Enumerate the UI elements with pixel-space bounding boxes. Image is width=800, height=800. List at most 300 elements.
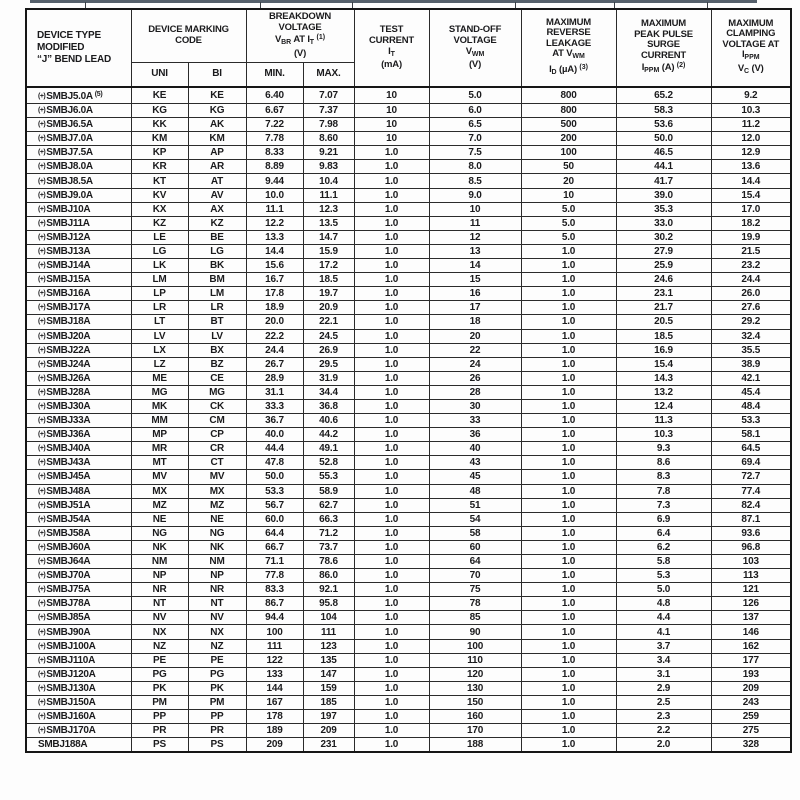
cell-vbr_min: 16.7	[246, 273, 303, 287]
cell-uni: KM	[131, 132, 188, 146]
cell-vbr_max: 29.5	[303, 357, 354, 371]
cell-device-type: (+)SMBJ17A	[26, 301, 131, 315]
cell-vwm: 11	[429, 216, 521, 230]
cell-bi: KM	[188, 132, 246, 146]
cell-it: 1.0	[354, 484, 429, 498]
cell-uni: NV	[131, 611, 188, 625]
col-header-breakdown-voltage: BREAKDOWN VOLTAGE $V_{BR}$ AT $I_T$ $^{(1)}$ (V)	[246, 9, 354, 62]
cell-it: 1.0	[354, 710, 429, 724]
cell-it: 1.0	[354, 456, 429, 470]
cell-vwm: 8.0	[429, 160, 521, 174]
cell-vbr_min: 7.78	[246, 132, 303, 146]
cell-vwm: 170	[429, 724, 521, 738]
cell-vwm: 33	[429, 414, 521, 428]
cell-vbr_min: 17.8	[246, 287, 303, 301]
col-header-standoff-voltage: STAND-OFF VOLTAGE $V_{WM}$ (V)	[429, 9, 521, 87]
cell-id: 1.0	[521, 456, 616, 470]
cell-bi: CK	[188, 399, 246, 413]
table-row	[26, 174, 791, 188]
cell-ippm: 23.1	[616, 287, 711, 301]
cell-device-type: (+)SMBJ60A	[26, 540, 131, 554]
table-row	[26, 202, 791, 216]
cell-it: 1.0	[354, 611, 429, 625]
cell-vc: 11.2	[711, 118, 791, 132]
cell-ippm: 25.9	[616, 259, 711, 273]
cell-device-type: (+)SMBJ7.5A	[26, 146, 131, 160]
cell-it: 1.0	[354, 188, 429, 202]
preferred-device-marker: (+)	[38, 247, 46, 255]
cell-it: 1.0	[354, 569, 429, 583]
cell-vbr_max: 66.3	[303, 512, 354, 526]
cell-id: 1.0	[521, 498, 616, 512]
cell-vbr_min: 189	[246, 724, 303, 738]
cell-vbr_max: 9.21	[303, 146, 354, 160]
cell-vbr_min: 66.7	[246, 540, 303, 554]
col-subheader-bi: BI	[188, 62, 246, 87]
cell-id: 1.0	[521, 583, 616, 597]
cell-uni: NR	[131, 583, 188, 597]
cell-uni: PG	[131, 667, 188, 681]
cell-vwm: 64	[429, 555, 521, 569]
cell-ippm: 65.2	[616, 87, 711, 104]
cell-it: 1.0	[354, 385, 429, 399]
cell-uni: NM	[131, 555, 188, 569]
cell-id: 1.0	[521, 273, 616, 287]
cell-it: 1.0	[354, 428, 429, 442]
cell-uni: LP	[131, 287, 188, 301]
cell-bi: LR	[188, 301, 246, 315]
cell-vwm: 78	[429, 597, 521, 611]
table-row	[26, 667, 791, 681]
cell-vbr_max: 147	[303, 667, 354, 681]
cell-uni: NT	[131, 597, 188, 611]
cell-device-type: (+)SMBJ26A	[26, 371, 131, 385]
cell-id: 500	[521, 118, 616, 132]
cell-it: 1.0	[354, 512, 429, 526]
cell-vbr_max: 185	[303, 695, 354, 709]
cell-ippm: 12.4	[616, 399, 711, 413]
cell-ippm: 5.3	[616, 569, 711, 583]
cell-id: 20	[521, 174, 616, 188]
cell-id: 1.0	[521, 526, 616, 540]
cell-vc: 26.0	[711, 287, 791, 301]
cell-bi: PG	[188, 667, 246, 681]
cell-ippm: 2.3	[616, 710, 711, 724]
cell-vwm: 8.5	[429, 174, 521, 188]
electrical-characteristics-table	[25, 8, 792, 753]
cell-ippm: 16.9	[616, 343, 711, 357]
cell-vc: 243	[711, 695, 791, 709]
col-header-surge-current: MAXIMUM PEAK PULSE SURGE CURRENT $I_{PPM}$ (A) $^{(2)}$	[616, 9, 711, 87]
cell-uni: MZ	[131, 498, 188, 512]
cell-ippm: 44.1	[616, 160, 711, 174]
cell-device-type: (+)SMBJ160A	[26, 710, 131, 724]
cell-ippm: 14.3	[616, 371, 711, 385]
cell-ippm: 8.3	[616, 470, 711, 484]
cell-vbr_min: 33.3	[246, 399, 303, 413]
cell-vbr_max: 19.7	[303, 287, 354, 301]
cell-vbr_min: 47.8	[246, 456, 303, 470]
table-row	[26, 512, 791, 526]
preferred-device-marker: (+)	[38, 403, 46, 411]
cell-bi: PK	[188, 681, 246, 695]
cell-vc: 15.4	[711, 188, 791, 202]
cell-uni: PR	[131, 724, 188, 738]
cell-bi: PE	[188, 653, 246, 667]
cell-vbr_min: 36.7	[246, 414, 303, 428]
cell-ippm: 53.6	[616, 118, 711, 132]
cell-bi: NP	[188, 569, 246, 583]
cell-ippm: 20.5	[616, 315, 711, 329]
cell-id: 1.0	[521, 442, 616, 456]
table-row	[26, 456, 791, 470]
cell-bi: BT	[188, 315, 246, 329]
cell-vbr_max: 8.60	[303, 132, 354, 146]
cell-vc: 53.3	[711, 414, 791, 428]
cell-vwm: 36	[429, 428, 521, 442]
cell-vbr_min: 10.0	[246, 188, 303, 202]
cell-device-type: (+)SMBJ51A	[26, 498, 131, 512]
cell-it: 1.0	[354, 653, 429, 667]
cell-it: 1.0	[354, 329, 429, 343]
cell-vwm: 40	[429, 442, 521, 456]
cell-vwm: 9.0	[429, 188, 521, 202]
cell-ippm: 24.6	[616, 273, 711, 287]
cell-vbr_min: 60.0	[246, 512, 303, 526]
preferred-device-marker: (+)	[38, 727, 46, 735]
cell-uni: KR	[131, 160, 188, 174]
cell-vwm: 5.0	[429, 87, 521, 104]
cell-vbr_min: 56.7	[246, 498, 303, 512]
cell-device-type: (+)SMBJ9.0A	[26, 188, 131, 202]
cell-uni: PM	[131, 695, 188, 709]
cell-it: 1.0	[354, 540, 429, 554]
preferred-device-marker: (+)	[38, 417, 46, 425]
cell-vc: 18.2	[711, 216, 791, 230]
cell-vbr_max: 31.9	[303, 371, 354, 385]
cell-id: 1.0	[521, 428, 616, 442]
cell-bi: NX	[188, 625, 246, 639]
table-row	[26, 160, 791, 174]
preferred-device-marker: (+)	[38, 572, 46, 580]
cell-vwm: 15	[429, 273, 521, 287]
cell-vbr_min: 122	[246, 653, 303, 667]
cell-vbr_max: 15.9	[303, 244, 354, 258]
cell-vc: 42.1	[711, 371, 791, 385]
cell-ippm: 9.3	[616, 442, 711, 456]
cell-vc: 32.4	[711, 329, 791, 343]
cell-id: 1.0	[521, 695, 616, 709]
cell-vc: 146	[711, 625, 791, 639]
cell-vc: 275	[711, 724, 791, 738]
cell-bi: NM	[188, 555, 246, 569]
preferred-device-marker: (+)	[38, 121, 46, 129]
cell-it: 1.0	[354, 371, 429, 385]
cell-vbr_min: 15.6	[246, 259, 303, 273]
cell-ippm: 18.5	[616, 329, 711, 343]
cell-vbr_max: 18.5	[303, 273, 354, 287]
cell-vbr_max: 13.5	[303, 216, 354, 230]
cell-bi: MG	[188, 385, 246, 399]
cell-bi: AP	[188, 146, 246, 160]
preferred-device-marker: (+)	[38, 431, 46, 439]
cell-device-type: SMBJ188A	[26, 738, 131, 753]
cell-device-type: (+)SMBJ110A	[26, 653, 131, 667]
cell-vc: 27.6	[711, 301, 791, 315]
cell-uni: KP	[131, 146, 188, 160]
cell-bi: AT	[188, 174, 246, 188]
cell-vwm: 54	[429, 512, 521, 526]
cell-ippm: 2.2	[616, 724, 711, 738]
cell-vwm: 160	[429, 710, 521, 724]
cell-device-type: (+)SMBJ64A	[26, 555, 131, 569]
cell-vc: 24.4	[711, 273, 791, 287]
cell-vbr_min: 94.4	[246, 611, 303, 625]
cell-bi: BK	[188, 259, 246, 273]
cell-device-type: (+)SMBJ5.0A $^{(5)}$	[26, 87, 131, 104]
cell-ippm: 15.4	[616, 357, 711, 371]
cell-uni: KZ	[131, 216, 188, 230]
cell-id: 1.0	[521, 681, 616, 695]
cell-vbr_max: 231	[303, 738, 354, 753]
cell-id: 1.0	[521, 343, 616, 357]
preferred-device-marker: (+)	[38, 388, 46, 396]
table-row	[26, 611, 791, 625]
cell-ippm: 39.0	[616, 188, 711, 202]
cell-bi: AV	[188, 188, 246, 202]
cell-bi: LV	[188, 329, 246, 343]
cell-vbr_max: 7.37	[303, 104, 354, 118]
cell-it: 1.0	[354, 202, 429, 216]
table-row	[26, 118, 791, 132]
cell-uni: LV	[131, 329, 188, 343]
cell-vbr_min: 8.33	[246, 146, 303, 160]
cell-bi: CT	[188, 456, 246, 470]
cell-vbr_min: 100	[246, 625, 303, 639]
cell-it: 1.0	[354, 230, 429, 244]
cell-vbr_min: 31.1	[246, 385, 303, 399]
cell-id: 1.0	[521, 667, 616, 681]
cell-ippm: 11.3	[616, 414, 711, 428]
cell-vc: 69.4	[711, 456, 791, 470]
cell-uni: NX	[131, 625, 188, 639]
cell-id: 1.0	[521, 399, 616, 413]
cell-vc: 177	[711, 653, 791, 667]
table-row	[26, 259, 791, 273]
cell-bi: PP	[188, 710, 246, 724]
cell-ippm: 3.4	[616, 653, 711, 667]
cell-ippm: 2.0	[616, 738, 711, 753]
cell-id: 100	[521, 146, 616, 160]
cell-vbr_max: 73.7	[303, 540, 354, 554]
table-row	[26, 569, 791, 583]
cell-vc: 82.4	[711, 498, 791, 512]
cell-vwm: 22	[429, 343, 521, 357]
cell-ippm: 4.1	[616, 625, 711, 639]
cell-device-type: (+)SMBJ40A	[26, 442, 131, 456]
cell-vbr_max: 22.1	[303, 315, 354, 329]
cell-it: 1.0	[354, 287, 429, 301]
cell-vwm: 26	[429, 371, 521, 385]
cell-ippm: 3.7	[616, 639, 711, 653]
preferred-device-marker: (+)	[38, 642, 46, 650]
table-row	[26, 625, 791, 639]
cell-id: 1.0	[521, 484, 616, 498]
cell-ippm: 6.9	[616, 512, 711, 526]
table-row	[26, 470, 791, 484]
cell-vbr_max: 9.83	[303, 160, 354, 174]
cell-device-type: (+)SMBJ12A	[26, 230, 131, 244]
cell-uni: MX	[131, 484, 188, 498]
cell-bi: NE	[188, 512, 246, 526]
cell-bi: BX	[188, 343, 246, 357]
cell-vbr_min: 9.44	[246, 174, 303, 188]
cell-it: 1.0	[354, 470, 429, 484]
cell-vc: 259	[711, 710, 791, 724]
cell-vc: 193	[711, 667, 791, 681]
page-crop-artifact-bar	[30, 0, 757, 3]
cell-vbr_max: 7.98	[303, 118, 354, 132]
cell-ippm: 21.7	[616, 301, 711, 315]
cell-bi: CP	[188, 428, 246, 442]
cell-vc: 48.4	[711, 399, 791, 413]
cell-ippm: 4.8	[616, 597, 711, 611]
cell-bi: AR	[188, 160, 246, 174]
cell-bi: LM	[188, 287, 246, 301]
cell-device-type: (+)SMBJ14A	[26, 259, 131, 273]
cell-vwm: 24	[429, 357, 521, 371]
cell-id: 1.0	[521, 611, 616, 625]
table-row	[26, 724, 791, 738]
cell-vc: 126	[711, 597, 791, 611]
cell-uni: NG	[131, 526, 188, 540]
cell-ippm: 50.0	[616, 132, 711, 146]
cell-vc: 10.3	[711, 104, 791, 118]
cell-vwm: 70	[429, 569, 521, 583]
cell-vc: 96.8	[711, 540, 791, 554]
cell-device-type: (+)SMBJ45A	[26, 470, 131, 484]
cell-id: 1.0	[521, 710, 616, 724]
preferred-device-marker: (+)	[38, 290, 46, 298]
cell-vbr_min: 14.4	[246, 244, 303, 258]
table-row	[26, 371, 791, 385]
col-header-test-current: TEST CURRENT $I_T$ (mA)	[354, 9, 429, 87]
table-row	[26, 132, 791, 146]
table-row	[26, 146, 791, 160]
cell-id: 1.0	[521, 470, 616, 484]
cell-uni: KX	[131, 202, 188, 216]
preferred-device-marker: (+)	[38, 304, 46, 312]
col-subheader-min: MIN.	[246, 62, 303, 87]
cell-it: 10	[354, 87, 429, 104]
cell-vc: 72.7	[711, 470, 791, 484]
cell-bi: BE	[188, 230, 246, 244]
cell-uni: KE	[131, 87, 188, 104]
cell-vwm: 30	[429, 399, 521, 413]
cell-vbr_max: 49.1	[303, 442, 354, 456]
cell-it: 1.0	[354, 639, 429, 653]
cell-vbr_min: 7.22	[246, 118, 303, 132]
preferred-device-marker: (+)	[38, 346, 46, 354]
cell-it: 1.0	[354, 555, 429, 569]
cell-ippm: 7.3	[616, 498, 711, 512]
table-row	[26, 639, 791, 653]
cell-uni: NK	[131, 540, 188, 554]
cell-it: 1.0	[354, 414, 429, 428]
cell-device-type: (+)SMBJ22A	[26, 343, 131, 357]
cell-it: 1.0	[354, 259, 429, 273]
cell-vwm: 7.0	[429, 132, 521, 146]
cell-vbr_max: 40.6	[303, 414, 354, 428]
cell-ippm: 30.2	[616, 230, 711, 244]
cell-vwm: 58	[429, 526, 521, 540]
cell-bi: BM	[188, 273, 246, 287]
cell-vbr_min: 178	[246, 710, 303, 724]
cell-vwm: 48	[429, 484, 521, 498]
cell-vbr_max: 7.07	[303, 87, 354, 104]
preferred-device-marker: (+)	[38, 219, 46, 227]
cell-uni: KT	[131, 174, 188, 188]
cell-vc: 23.2	[711, 259, 791, 273]
cell-it: 1.0	[354, 667, 429, 681]
cell-id: 1.0	[521, 653, 616, 667]
cell-vbr_min: 28.9	[246, 371, 303, 385]
cell-it: 1.0	[354, 343, 429, 357]
col-subheader-max: MAX.	[303, 62, 354, 87]
preferred-device-marker: (+)	[38, 107, 46, 115]
cell-it: 1.0	[354, 273, 429, 287]
cell-id: 800	[521, 104, 616, 118]
cell-id: 5.0	[521, 230, 616, 244]
table-row	[26, 583, 791, 597]
cell-vwm: 51	[429, 498, 521, 512]
preferred-device-marker: (+)	[38, 684, 46, 692]
cell-vbr_max: 14.7	[303, 230, 354, 244]
cell-uni: LM	[131, 273, 188, 287]
cell-bi: NZ	[188, 639, 246, 653]
cell-device-type: (+)SMBJ85A	[26, 611, 131, 625]
preferred-device-marker: (+)	[38, 360, 46, 368]
cell-vwm: 43	[429, 456, 521, 470]
cell-bi: LG	[188, 244, 246, 258]
cell-it: 1.0	[354, 498, 429, 512]
cell-id: 1.0	[521, 555, 616, 569]
cell-vc: 35.5	[711, 343, 791, 357]
cell-ippm: 8.6	[616, 456, 711, 470]
cell-vbr_max: 159	[303, 681, 354, 695]
cell-vc: 17.0	[711, 202, 791, 216]
cell-vwm: 20	[429, 329, 521, 343]
cell-bi: AX	[188, 202, 246, 216]
table-row	[26, 343, 791, 357]
cell-bi: PS	[188, 738, 246, 753]
cell-vwm: 17	[429, 301, 521, 315]
cell-vc: 121	[711, 583, 791, 597]
cell-device-type: (+)SMBJ6.5A	[26, 118, 131, 132]
cell-bi: KE	[188, 87, 246, 104]
cell-uni: MP	[131, 428, 188, 442]
preferred-device-marker: (+)	[38, 459, 46, 467]
table-row	[26, 597, 791, 611]
cell-vbr_min: 26.7	[246, 357, 303, 371]
cell-vbr_min: 20.0	[246, 315, 303, 329]
cell-it: 10	[354, 104, 429, 118]
cell-bi: NR	[188, 583, 246, 597]
cell-vbr_max: 71.2	[303, 526, 354, 540]
cell-it: 1.0	[354, 681, 429, 695]
preferred-device-marker: (+)	[38, 614, 46, 622]
preferred-device-marker: (+)	[38, 670, 46, 678]
